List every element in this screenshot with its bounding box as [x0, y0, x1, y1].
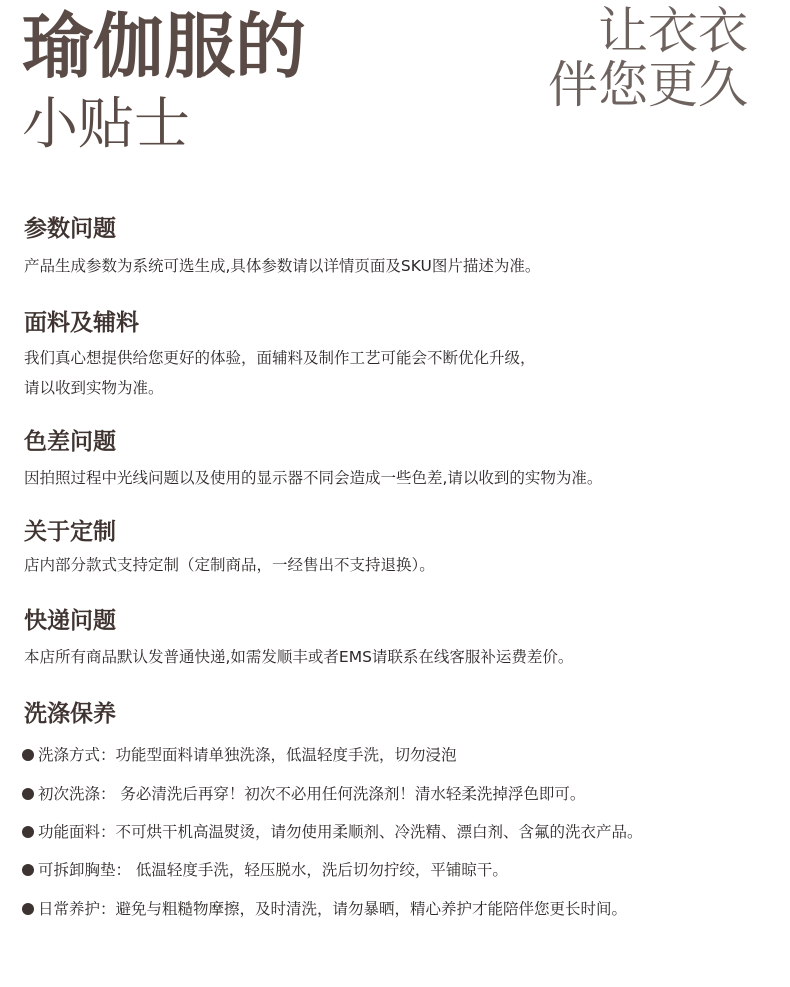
- bullet-icon: [22, 788, 34, 800]
- page-title: 瑜伽服的: [22, 5, 307, 88]
- care-item-text: 功能面料：不可烘干机高温熨烫，请勿使用柔顺剂、冷洗精、漂白剂、含氟的洗衣产品。: [38, 823, 643, 841]
- bullet-icon: [22, 826, 34, 838]
- section-title-parameters: 参数问题: [24, 216, 116, 242]
- care-item: [22, 897, 627, 921]
- care-item: [22, 858, 508, 882]
- slogan-line-1: 让衣衣: [598, 2, 748, 60]
- care-item-text: 洗涤方式：功能型面料请单独洗涤，低温轻度手洗，切勿浸泡: [38, 746, 457, 764]
- section-text-customization: 店内部分款式支持定制（定制商品，一经售出不支持退换）。: [24, 556, 435, 574]
- bullet-icon: [22, 864, 34, 876]
- section-text-fabric-line-1: 我们真心想提供给您更好的体验，面辅料及制作工艺可能会不断优化升级，: [24, 349, 536, 367]
- care-item-text: 可拆卸胸垫： 低温轻度手洗，轻压脱水，洗后切勿拧绞，平铺晾干。: [38, 861, 508, 879]
- care-item-text: 初次洗涤： 务必清洗后再穿！初次不必用任何洗涤剂！清水轻柔洗掉浮色即可。: [38, 785, 586, 803]
- slogan: [548, 4, 748, 112]
- section-text-color-difference: 因拍照过程中光线问题以及使用的显示器不同会造成一些色差,请以收到的实物为准。: [24, 469, 603, 487]
- section-text-shipping: 本店所有商品默认发普通快递,如需发顺丰或者EMS请联系在线客服补运费差价。: [24, 648, 574, 666]
- section-title-color-difference: 色差问题: [24, 429, 116, 455]
- section-title-care: 洗涤保养: [24, 701, 116, 727]
- care-item-text: 日常养护：避免与粗糙物摩擦，及时清洗，请勿暴晒，精心养护才能陪伴您更长时间。: [38, 900, 628, 918]
- section-title-customization: 关于定制: [24, 519, 116, 545]
- care-item: [22, 782, 585, 806]
- section-text-parameters: 产品生成参数为系统可选生成,具体参数请以详情页面及SKU图片描述为准。: [24, 257, 541, 275]
- bullet-icon: [22, 903, 34, 915]
- care-item: [22, 820, 643, 844]
- page-subtitle: 小贴士: [22, 92, 190, 157]
- care-item: [22, 743, 457, 767]
- slogan-line-2: 伴您更久: [548, 56, 748, 114]
- section-title-fabric: 面料及辅料: [24, 310, 139, 336]
- bullet-icon: [22, 749, 34, 761]
- section-title-shipping: 快递问题: [24, 608, 116, 634]
- section-text-fabric-line-2: 请以收到实物为准。: [24, 379, 164, 397]
